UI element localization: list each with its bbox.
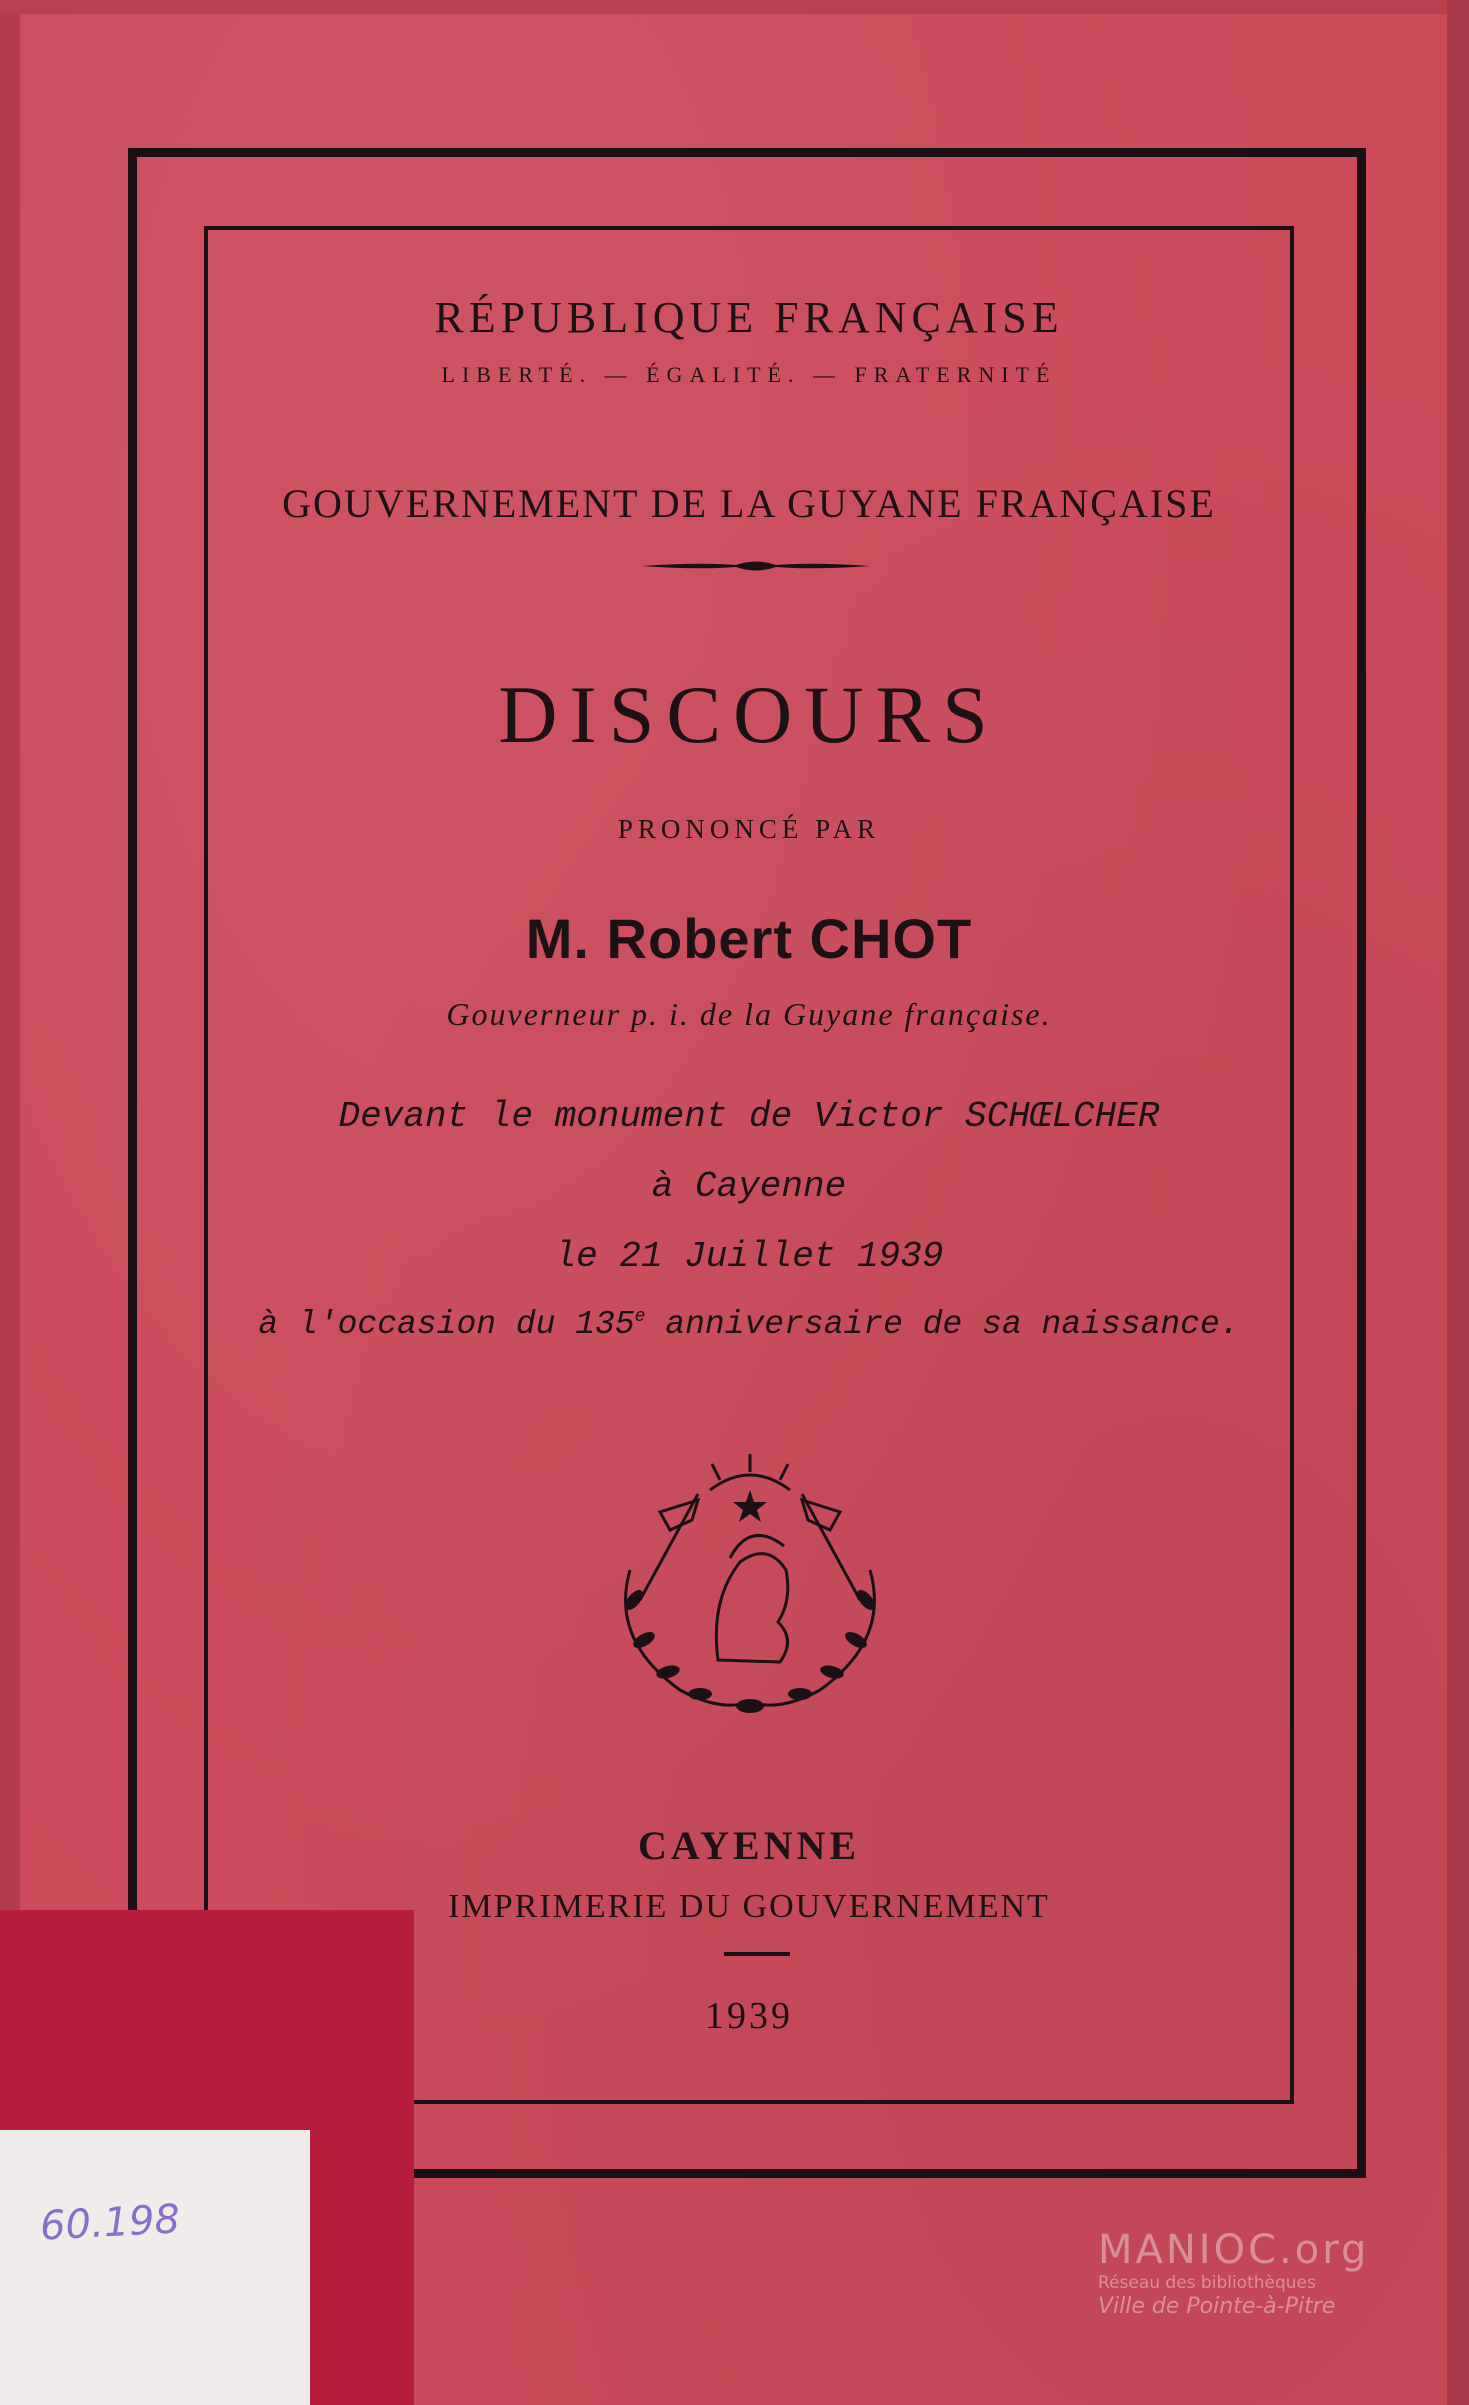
republique-heading: RÉPUBLIQUE FRANÇAISE [434, 293, 1064, 342]
occasion-line-4 [204, 1306, 1294, 1343]
watermark-network: Réseau des bibliothèques [1098, 2273, 1316, 2293]
gouvernement-heading: GOUVERNEMENT DE LA GUYANE FRANÇAISE [282, 481, 1216, 526]
ordinal-suffix: e [634, 1307, 646, 1327]
prononce-par-line: PRONONCÉ PAR [617, 814, 881, 844]
republic-seal-icon [600, 1450, 900, 1720]
speaker-name: M. Robert CHOT [525, 907, 973, 970]
watermark-name: MANIOC.org [1098, 2227, 1370, 2273]
watermark-city: Ville de Pointe-à-Pitre [1098, 2294, 1336, 2319]
document-title: DISCOURS [498, 669, 1000, 760]
speaker-title: Gouverneur p. i. de la Guyane française. [446, 996, 1052, 1032]
occasion-line-4-end: anniversaire de sa naissance. [645, 1306, 1240, 1343]
page-edge-top [0, 0, 1469, 14]
occasion-line-1: Devant le monument de Victor SCHŒLCHER [338, 1096, 1160, 1137]
occasion-line-3: le 21 Juillet 1939 [554, 1236, 944, 1277]
occasion-line-2: à Cayenne [651, 1166, 847, 1207]
ornament-rule-icon [640, 556, 872, 576]
printer-line: IMPRIMERIE DU GOUVERNEMENT [448, 1888, 1050, 1925]
year-line: 1939 [705, 1995, 793, 2037]
call-number-label [0, 2130, 310, 2405]
devise-line: LIBERTÉ. — ÉGALITÉ. — FRATERNITÉ [441, 362, 1057, 387]
call-number: 60.198 [38, 2196, 182, 2250]
short-rule [724, 1952, 790, 1956]
manioc-watermark [1098, 2228, 1418, 2320]
page-edge-right [1447, 0, 1469, 2405]
occasion-line-4-start: à l'occasion du 135 [258, 1306, 635, 1343]
city-line: CAYENNE [637, 1823, 861, 1868]
